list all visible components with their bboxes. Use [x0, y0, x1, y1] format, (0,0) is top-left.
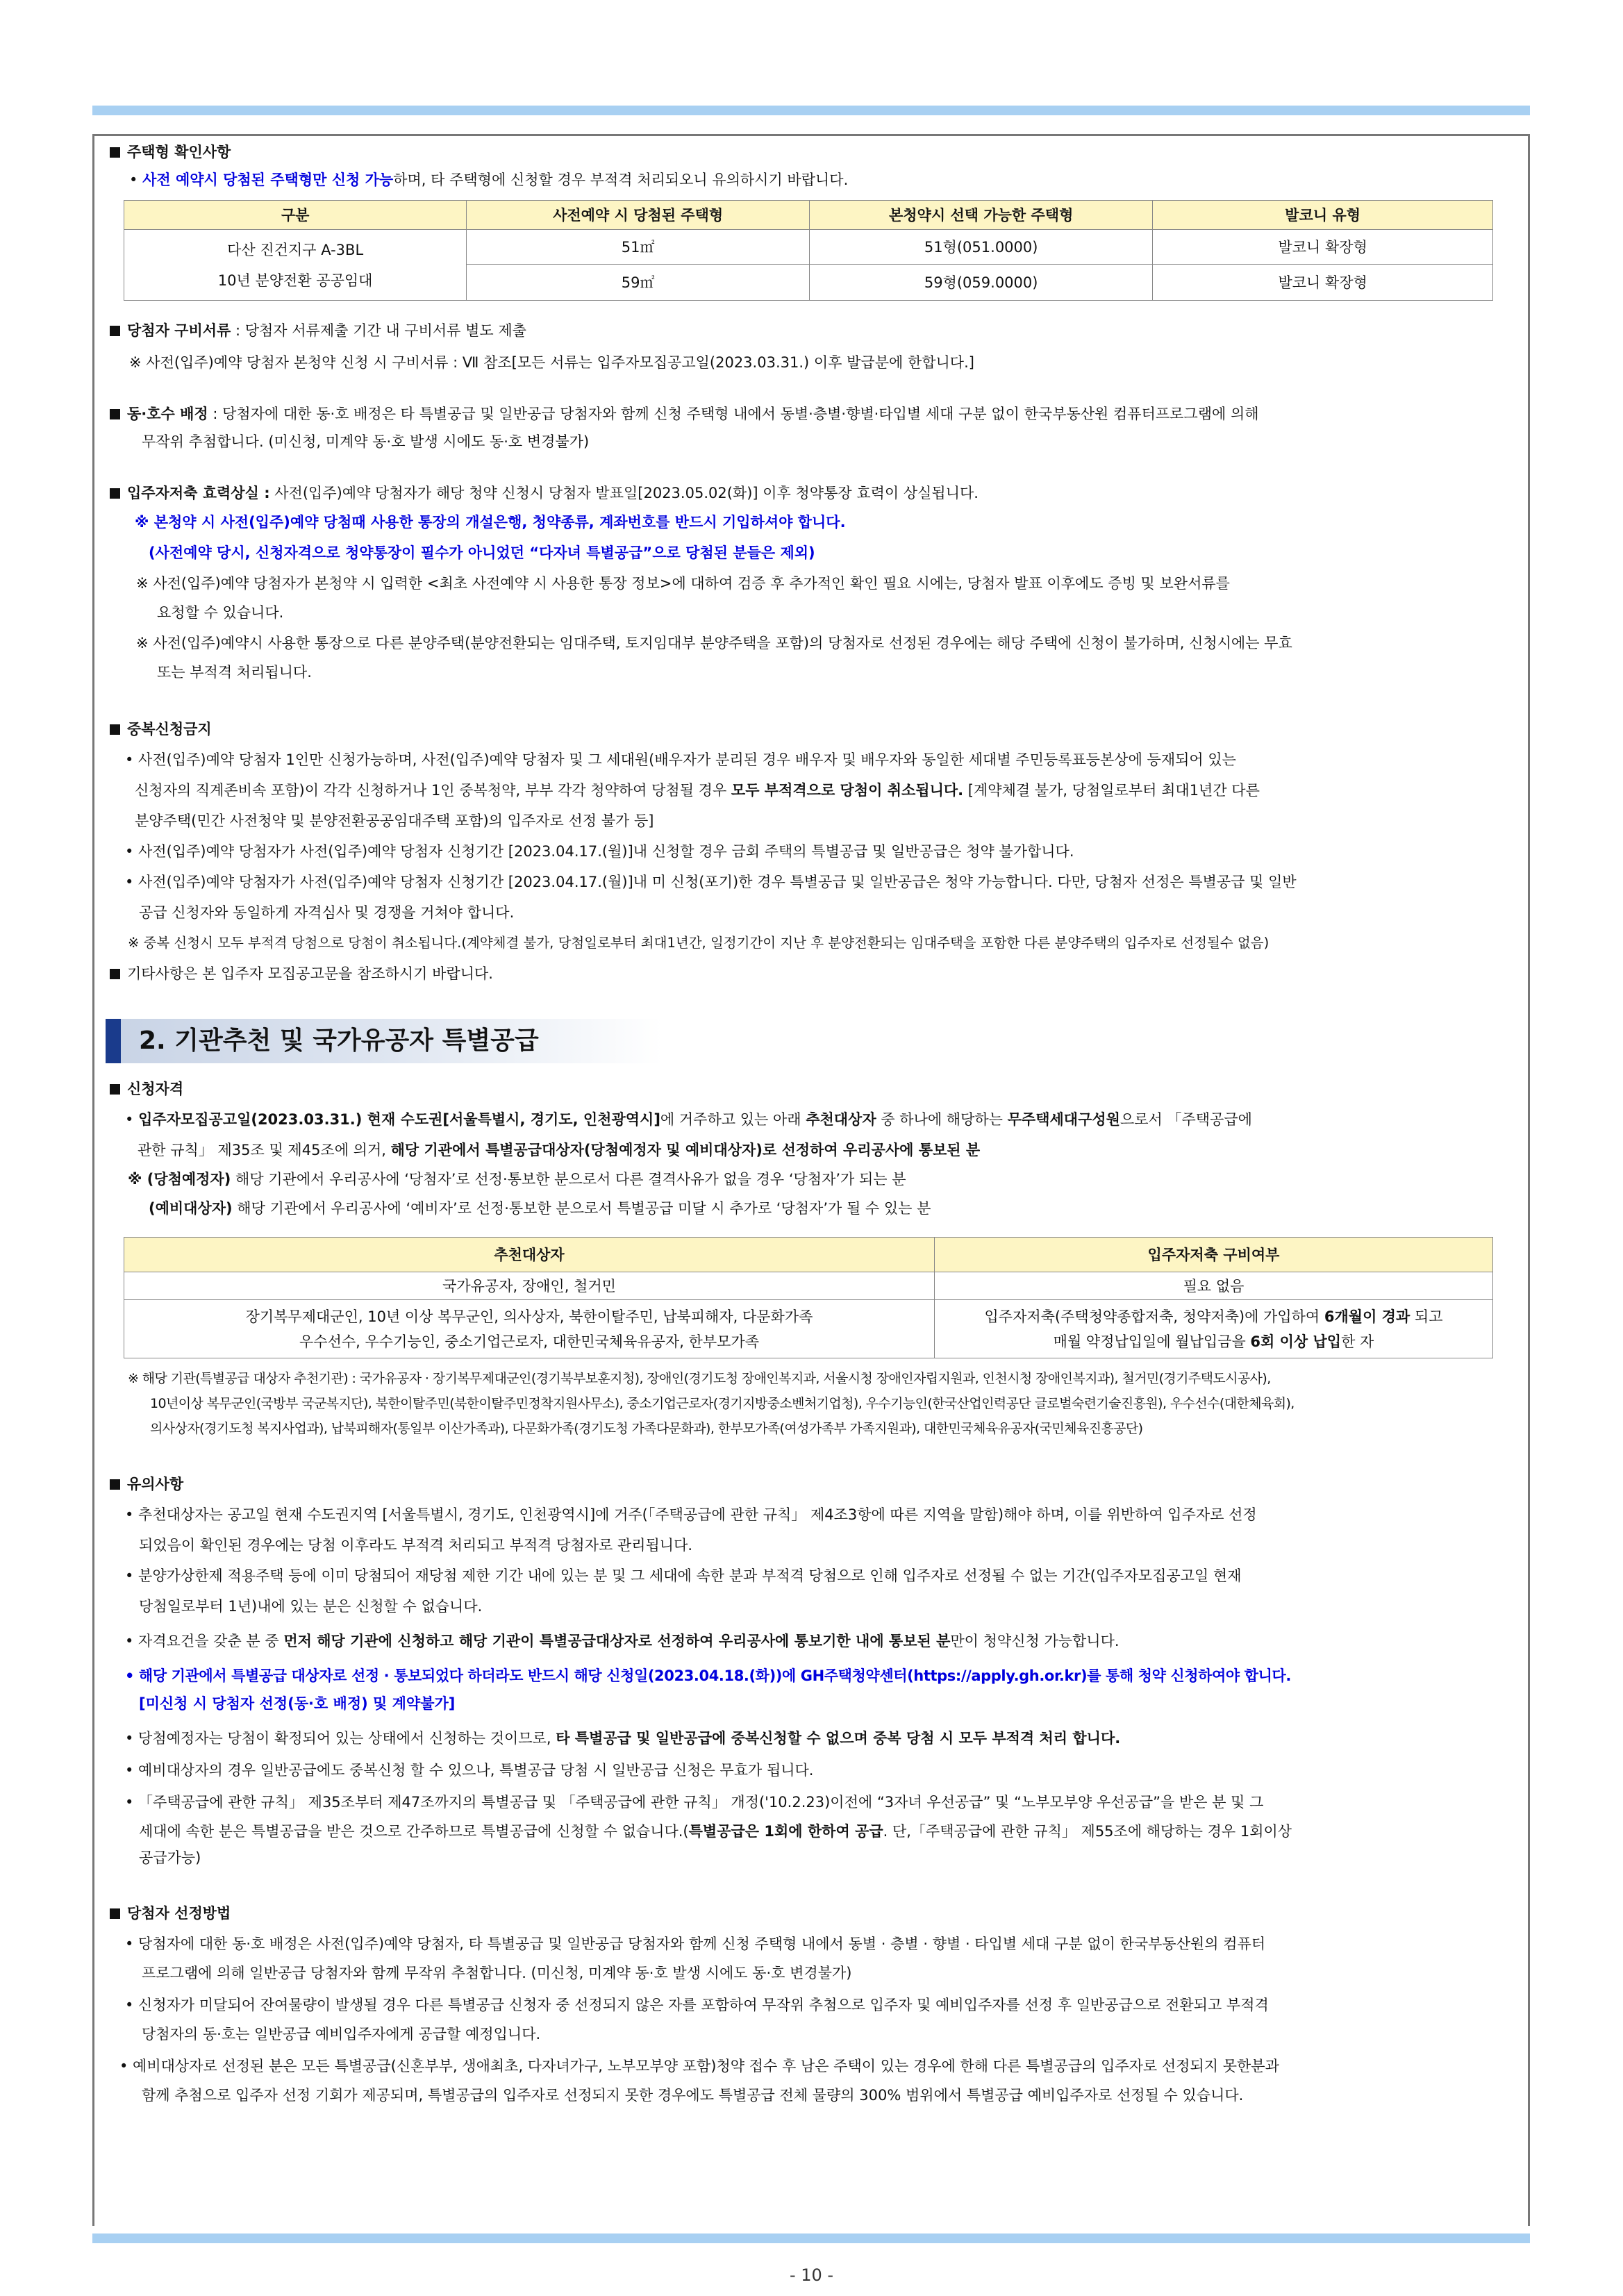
section-savings-expiry: 입주자저축 효력상실 : 사전(입주)예약 당첨자가 해당 청약 신청시 당첨자 발표일[2023.05.02(화)] 이후 청약통장 효력이 상실됩니다. [110, 483, 1526, 504]
eligibility-line-1: • 입주자모집공고일(2023.03.31.) 현재 수도권[서울특별시, 경기도, 인천광역시]에 거주하고 있는 아래 추천대상자 중 하나에 해당하는 무주택세대구성원으로서 「주택공급에 [125, 1111, 1252, 1128]
selection-3a: • 예비대상자로 선정된 분은 모든 특별공급(신혼부부, 생애최초, 다자녀가구, 노부모부양 포함)청약 접수 후 남은 주택이 있는 경우에 한해 다른 특별공급의 입주자로 선정되지 못한분과 [119, 2058, 1279, 2074]
precaution-2a: • 분양가상한제 적용주택 등에 이미 당첨되어 재당첨 제한 기간 내에 있는 분 및 그 세대에 속한 분과 부적격 당첨으로 인해 입주자로 선정될 수 없는 기간(입주자모집공고일 현재 [125, 1567, 1242, 1584]
table-cell-group: 다산 진건지구 A-3BL 10년 분양전환 공공임대 [124, 230, 467, 301]
selection-1b: 프로그램에 의해 일반공급 당첨자와 함께 무작위 추첨합니다. (미신청, 미계약 동·호 발생 시에도 동·호 변경불가) [142, 1965, 852, 1981]
table-header: 입주자저축 구비여부 [935, 1238, 1493, 1272]
precaution-6: • 예비대상자의 경우 일반공급에도 중복신청 할 수 있으나, 특별공급 당첨 시 일반공급 신청은 무효가 됩니다. [125, 1762, 814, 1779]
selection-1a: • 당첨자에 대한 동·호 배정은 사전(입주)예약 당첨자, 타 특별공급 및 일반공급 당첨자와 함께 신청 주택형 내에서 동별 · 층별 · 향별 · 타입별 세대 구분 없이 한국부동산원의 컴퓨터 [125, 1936, 1266, 1952]
selection-3b: 함께 추첨으로 입주자 선정 기회가 제공되며, 특별공급의 입주자로 선정되지 못한 경우에도 특별공급 전체 물량의 300% 범위에서 특별공급 예비입주자로 선정될 수 있습니다. [142, 2087, 1244, 2104]
savings-note-2b: 또는 부적격 처리됩니다. [157, 664, 312, 681]
precaution-4a: • 해당 기관에서 특별공급 대상자로 선정 · 통보되었다 하더라도 반드시 해당 신청일(2023.04.18.(화))에 GH주택청약센터(https://apply.gh.or.kr)를 통해 청약 신청하여야 합니다. [125, 1667, 1291, 1684]
table-header: 추천대상자 [124, 1238, 935, 1272]
agency-line-2: 10년이상 복무군인(국방부 국군복지단), 북한이탈주민(북한이탈주민정착지원사무소), 중소기업근로자(경기지방중소벤처기업청), 우수기능인(한국산업인력공단 글로벌숙련기술진흥원), 우수선수(대한체육회), [150, 1396, 1295, 1411]
section-heading-2-text: 2. 기관추천 및 국가유공자 특별공급 [139, 1026, 539, 1055]
section-duplicate: 중복신청금지 [110, 719, 1526, 740]
precaution-4b: [미신청 시 당첨자 선정(동·호 배정) 및 계약불가] [139, 1695, 456, 1712]
selection-2a: • 신청자가 미달되어 잔여물량이 발생될 경우 다른 특별공급 신청자 중 선정되지 않은 자를 포함하여 무작위 추첨으로 입주자 및 예비입주자를 선정 후 일반공급으로 전환되고 부적격 [125, 1997, 1269, 2013]
savings-note-1a: ※ 사전(입주)예약 당첨자가 본청약 시 입력한 <최초 사전예약 시 사용한 통장 정보>에 대하여 검증 후 추가적인 확인 필요 시에는, 당첨자 발표 이후에도 증빙 및 보완서류를 [136, 575, 1230, 592]
precaution-2b: 당첨일로부터 1년)내에 있는 분은 신청할 수 없습니다. [139, 1598, 483, 1615]
precaution-7b: 세대에 속한 분은 특별공급을 받은 것으로 간주하므로 특별공급에 신청할 수 없습니다.(특별공급은 1회에 한하여 공급. 단,「주택공급에 관한 규칙」 제55조에 해당하는 경우 1회이상 [139, 1823, 1292, 1840]
precaution-3: • 자격요건을 갖춘 분 중 먼저 해당 기관에 신청하고 해당 기관이 특별공급대상자로 선정하여 우리공사에 통보기한 내에 통보된 분만이 청약신청 가능합니다. [125, 1633, 1120, 1649]
duplicate-bullet-3b: 공급 신청자와 동일하게 자격심사 및 경쟁을 거쳐야 합니다. [139, 904, 515, 921]
section-eligibility: 신청자격 [110, 1079, 1526, 1099]
table-cell: 59㎡ [467, 265, 810, 301]
savings-note-1b: 요청할 수 있습니다. [157, 604, 284, 621]
agency-line-1: ※ 해당 기관(특별공급 대상자 추천기관) : 국가유공자 · 장기복무제대군인(경기북부보훈지청), 장애인(경기도청 장애인복지과, 서울시청 장애인자립지원과, 인천시청 장애인복지과), 철거민(경기주택도시공사), [128, 1371, 1271, 1386]
table-cell: 51㎡ [467, 230, 810, 265]
table-cell: 발코니 확장형 [1153, 230, 1493, 265]
precaution-1a: • 추천대상자는 공고일 현재 수도권지역 [서울특별시, 경기도, 인천광역시]에 거주(「주택공급에 관한 규칙」 제4조3항에 따른 지역을 말함)해야 하며, 이를 위반하여 입주자로 선정 [125, 1506, 1257, 1523]
duplicate-bullet-1a: • 사전(입주)예약 당첨자 1인만 신청가능하며, 사전(입주)예약 당첨자 및 그 세대원(배우자가 분리된 경우 배우자 및 배우자와 동일한 세대별 주민등록표등본상에 등재되어 있는 [125, 751, 1236, 768]
eligibility-note-2: (예비대상자) 해당 기관에서 우리공사에 ‘예비자’로 선정·통보한 분으로서 특별공급 미달 시 추가로 ‘당첨자’가 될 수 있는 분 [149, 1200, 931, 1217]
table-cell: 입주자저축(주택청약종합저축, 청약저축)에 가입하여 6개월이 경과 되고 매월 약정납입일에 월납입금을 6회 이상 납입한 자 [935, 1300, 1493, 1358]
page-number: - 10 - [789, 2265, 834, 2285]
savings-blue-note-2: (사전예약 당시, 신청자격으로 청약통장이 필수가 아니었던 “다자녀 특별공급”으로 당첨된 분들은 제외) [149, 544, 815, 561]
top-decorative-bar [92, 106, 1530, 115]
bottom-decorative-bar [92, 2233, 1530, 2243]
savings-note-2a: ※ 사전(입주)예약시 사용한 통장으로 다른 분양주택(분양전환되는 임대주택, 토지임대부 분양주택을 포함)의 당첨자로 선정된 경우에는 해당 주택에 신청이 불가하며, 신청시에는 무효 [136, 635, 1292, 651]
duplicate-note: ※ 중복 신청시 모두 부적격 당첨으로 당첨이 취소됩니다.(계약체결 불가, 당첨일로부터 최대1년간, 일정기간이 지난 후 분양전환되는 임대주택을 포함한 다른 분양주택의 입주자로 선정될수 없음) [128, 935, 1270, 951]
table-cell: 필요 없음 [935, 1272, 1493, 1300]
recommend-table [124, 1237, 1493, 1358]
duplicate-bullet-3a: • 사전(입주)예약 당첨자가 사전(입주)예약 당첨자 신청기간 [2023.04.17.(월)]내 미 신청(포기)한 경우 특별공급 및 일반공급은 청약 가능합니다. 다만, 당첨자 선정은 특별공급 및 일반 [125, 874, 1297, 890]
table-header: 발코니 유형 [1153, 201, 1493, 230]
table-header: 본청약시 선택 가능한 주택형 [810, 201, 1153, 230]
savings-blue-note-1: ※ 본청약 시 사전(입주)예약 당첨때 사용한 통장의 개설은행, 청약종류, 계좌번호를 반드시 기입하셔야 합니다. [135, 514, 846, 531]
duplicate-bullet-1c: 분양주택(민간 사전청약 및 분양전환공공임대주택 포함)의 입주자로 선정 불가 등] [135, 813, 654, 829]
duplicate-bullet-1b: 신청자의 직계존비속 포함)이 각각 신청하거나 1인 중복청약, 부부 각각 청약하여 당첨될 경우 모두 부적격으로 당첨이 취소됩니다. [계약체결 불가, 당첨일로부터 최대1년간 다른 [135, 782, 1260, 799]
section-selection: 당첨자 선정방법 [110, 1903, 1526, 1924]
unit-assignment-line2: 무작위 추첨합니다. (미신청, 미계약 동·호 발생 시에도 동·호 변경불가) [142, 433, 590, 450]
table-cell: 발코니 확장형 [1153, 265, 1493, 301]
table-cell: 장기복무제대군인, 10년 이상 복무군인, 의사상자, 북한이탈주민, 납북피해자, 다문화가족 우수선수, 우수기능인, 중소기업근로자, 대한민국체육유공자, 한부모가족 [124, 1300, 935, 1358]
eligibility-note-1: ※ (당첨예정자) 해당 기관에서 우리공사에 ‘당첨자’로 선정·통보한 분으로서 다른 결격사유가 없을 경우 ‘당첨자’가 되는 분 [128, 1171, 906, 1188]
table-header: 사전예약 시 당첨된 주택형 [467, 201, 810, 230]
selection-2b: 당첨자의 동·호는 일반공급 예비입주자에게 공급할 예정입니다. [142, 2026, 541, 2043]
precaution-1b: 되었음이 확인된 경우에는 당첨 이후라도 부적격 처리되고 부적격 당첨자로 관리됩니다. [139, 1537, 693, 1554]
table-cell: 국가유공자, 장애인, 철거민 [124, 1272, 935, 1300]
precaution-7c: 공급가능) [139, 1849, 201, 1866]
housing-type-bullet: • 사전 예약시 당첨된 주택형만 신청 가능하며, 타 주택형에 신청할 경우 부적격 처리되오니 유의하시기 바랍니다. [129, 172, 849, 188]
section-documents: 당첨자 구비서류 : 당첨자 서류제출 기간 내 구비서류 별도 제출 [110, 320, 1526, 341]
documents-note: ※ 사전(입주)예약 당첨자 본청약 신청 시 구비서류 : Ⅶ 참조[모든 서류는 입주자모집공고일(2023.03.31.) 이후 발급분에 한합니다.] [129, 354, 974, 371]
etc-note: 기타사항은 본 입주자 모집공고문을 참조하시기 바랍니다. [110, 963, 1526, 984]
table-header: 구분 [124, 201, 467, 230]
section-unit-assignment: 동·호수 배정 : 당첨자에 대한 동·호 배정은 타 특별공급 및 일반공급 당첨자와 함께 신청 주택형 내에서 동별·층별·향별·타입별 세대 구분 없이 한국부동산원 컴퓨터프로그램에 의해 [110, 404, 1526, 424]
housing-type-table [124, 200, 1493, 301]
section-precautions: 유의사항 [110, 1474, 1526, 1495]
table-cell: 59형(059.0000) [810, 265, 1153, 301]
section-title-housing-type: 주택형 확인사항 [110, 142, 1526, 163]
section-heading-2 [106, 1019, 1526, 1063]
page-content [110, 136, 1526, 2106]
table-cell: 51형(051.0000) [810, 230, 1153, 265]
precaution-5: • 당첨예정자는 당첨이 확정되어 있는 상태에서 신청하는 것이므로, 타 특별공급 및 일반공급에 중복신청할 수 없으며 중복 당첨 시 모두 부적격 처리 합니다. [125, 1730, 1121, 1747]
duplicate-bullet-2: • 사전(입주)예약 당첨자가 사전(입주)예약 당첨자 신청기간 [2023.04.17.(월)]내 신청할 경우 금회 주택의 특별공급 및 일반공급은 청약 불가합니다. [125, 843, 1074, 860]
precaution-7a: • 「주택공급에 관한 규칙」 제35조부터 제47조까지의 특별공급 및 「주택공급에 관한 규칙」 개정('10.2.23)이전에 “3자녀 우선공급” 및 “노부모부양 우선공급”을 받은 분 및 그 [125, 1794, 1264, 1811]
agency-line-3: 의사상자(경기도청 복지사업과), 납북피해자(통일부 이산가족과), 다문화가족(경기도청 가족다문화과), 한부모가족(여성가족부 가족지원과), 대한민국체육유공자(국민체육진흥공단) [150, 1421, 1143, 1436]
eligibility-line-2: 관한 규칙」 제35조 및 제45조에 의거, 해당 기관에서 특별공급대상자(당첨예정자 및 예비대상자)로 선정하여 우리공사에 통보된 분 [138, 1142, 981, 1158]
